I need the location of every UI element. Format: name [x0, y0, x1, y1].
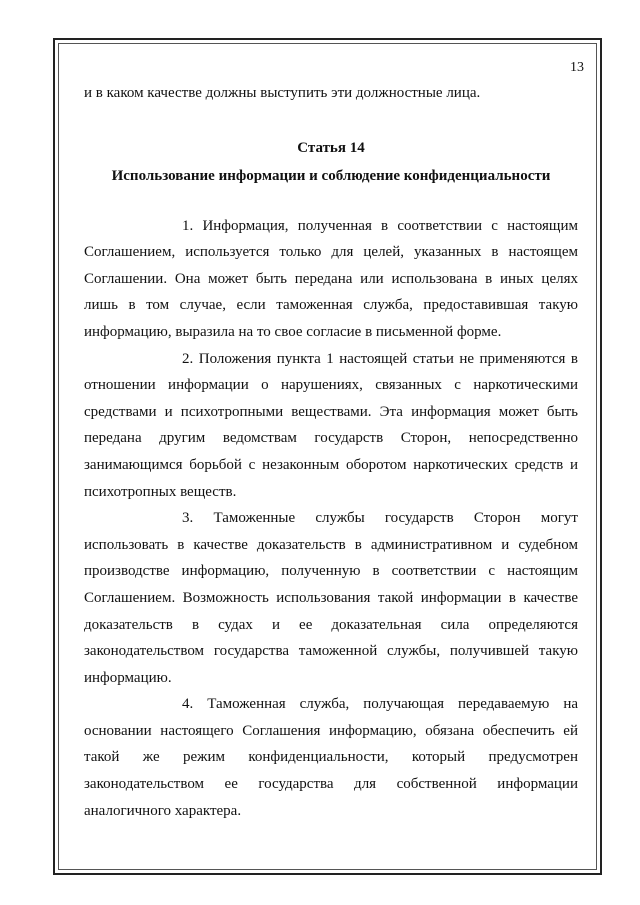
- paragraph-3: 3. Таможенные службы государств Сторон могут использовать в качестве доказательств в административном и судебном производстве информацию, полученную в соответствии с настоящим Соглашением. Возможность использования такой информации в качестве доказательств в судах и ее доказательная сила определяются законодательством государства таможенной службы, получившей такую информацию.: [84, 510, 578, 686]
- paragraph-1: 1. Информация, полученная в соответствии с настоящим Соглашением, используется только для целей, указанных в настоящем Соглашении. Она может быть передана или использована в иных целях лишь в том случае, если таможенная служба, предоставившая такую информацию, выразила на то свое согласие в письменной форме.: [84, 217, 578, 340]
- article-title: Статья 14: [297, 139, 365, 156]
- document-body: [84, 80, 578, 824]
- page-number: 13: [570, 60, 584, 75]
- article-heading: Использование информации и соблюдение конфиденциальности: [111, 167, 551, 184]
- lead-line: и в каком качестве должны выступить эти должностные лица.: [84, 85, 481, 101]
- paragraph-2: 2. Положения пункта 1 настоящей статьи не применяются в отношении информации о нарушениях, связанных с наркотическими средствами и психотропными веществами. Эта информация может быть передана другим ведомствам государств Сторон, непосредственно занимающимся борьбой с незаконным оборотом наркотических средств и психотропных веществ.: [84, 350, 578, 500]
- paragraph-4: 4. Таможенная служба, получающая передаваемую на основании настоящего Соглашения информацию, обязана обеспечить ей такой же режим конфиденциальности, который предусмотрен законодательством ее государства для собственной информации аналогичного характера.: [84, 696, 578, 819]
